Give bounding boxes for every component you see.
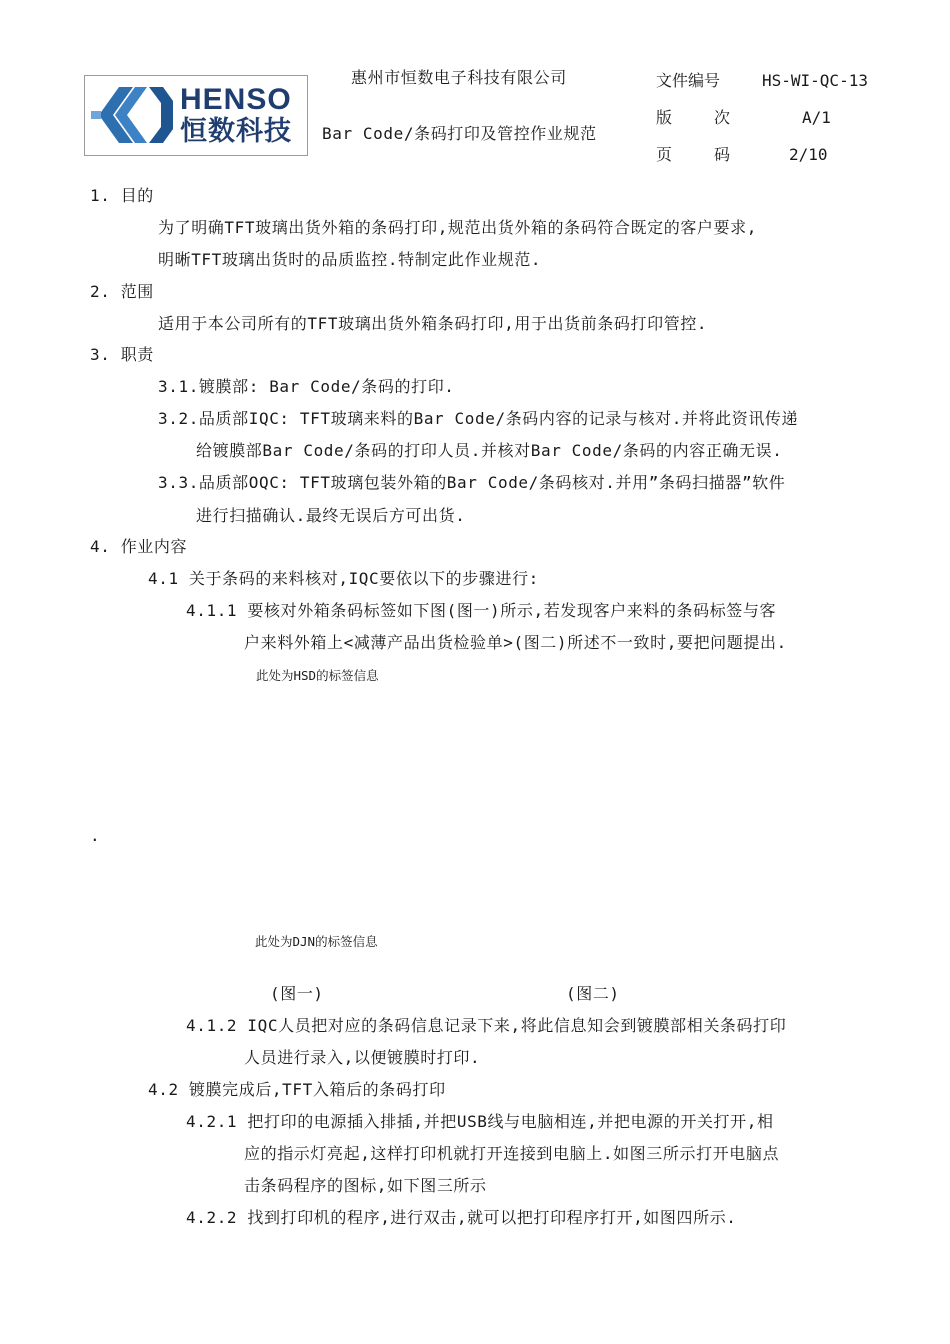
stray-dot: .: [90, 826, 101, 845]
page-label-b: 码: [714, 145, 731, 164]
section-heading: 2. 范围: [90, 282, 154, 301]
doc-number-label: 文件编号: [656, 71, 721, 90]
body-line: 明晰TFT玻璃出货时的品质监控.特制定此作业规范.: [158, 250, 542, 269]
body-line: 4.2.1 把打印的电源插入排插,并把USB线与电脑相连,并把电源的开关打开,相: [186, 1112, 774, 1131]
logo-text-en: HENSO: [180, 83, 292, 116]
version-label-b: 次: [714, 108, 731, 127]
company-logo: [84, 75, 308, 156]
body-line: 4.2 镀膜完成后,TFT入箱后的条码打印: [148, 1080, 446, 1099]
placeholder-caption-hsd: 此处为HSD的标签信息: [256, 668, 379, 683]
page-label-a: 页: [656, 145, 673, 164]
body-line: 户来料外箱上<减薄产品出货检验单>(图二)所述不一致时,要把问题提出.: [244, 633, 787, 652]
document-title: Bar Code/条码打印及管控作业规范: [322, 124, 597, 143]
body-line: 进行扫描确认.最终无误后方可出货.: [196, 506, 466, 525]
body-line: 3.2.品质部IQC: TFT玻璃来料的Bar Code/条码内容的记录与核对.并将此资讯传递: [158, 409, 799, 428]
body-line: 人员进行录入,以便镀膜时打印.: [244, 1048, 481, 1067]
figure-label-1: (图一): [270, 984, 324, 1003]
body-line: 4.2.2 找到打印机的程序,进行双击,就可以把打印程序打开,如图四所示.: [186, 1208, 737, 1227]
version-value: A/1: [802, 108, 831, 127]
body-line: 4.1 关于条码的来料核对,IQC要依以下的步骤进行:: [148, 569, 539, 588]
section-heading: 4. 作业内容: [90, 537, 188, 556]
page-value: 2/10: [789, 145, 828, 164]
body-line: 适用于本公司所有的TFT玻璃出货外箱条码打印,用于出货前条码打印管控.: [158, 314, 708, 333]
henso-logo-icon: [89, 81, 175, 149]
section-heading: 1. 目的: [90, 186, 154, 205]
version-label-a: 版: [656, 108, 673, 127]
body-line: 4.1.2 IQC人员把对应的条码信息记录下来,将此信息知会到镀膜部相关条码打印: [186, 1016, 787, 1035]
body-line: 3.1.镀膜部: Bar Code/条码的打印.: [158, 377, 455, 396]
figure-label-2: (图二): [566, 984, 620, 1003]
doc-number-value: HS-WI-QC-13: [762, 71, 868, 90]
body-line: 为了明确TFT玻璃出货外箱的条码打印,规范出货外箱的条码符合既定的客户要求,: [158, 218, 757, 237]
logo-text-cn: 恒数科技: [180, 116, 292, 147]
body-line: 击条码程序的图标,如下图三所示: [244, 1176, 487, 1195]
section-heading: 3. 职责: [90, 345, 154, 364]
body-line: 应的指示灯亮起,这样打印机就打开连接到电脑上.如图三所示打开电脑点: [244, 1144, 780, 1163]
body-line: 3.3.品质部OQC: TFT玻璃包装外箱的Bar Code/条码核对.并用”条码扫描器”软件: [158, 473, 786, 492]
placeholder-caption-djn: 此处为DJN的标签信息: [255, 934, 378, 949]
body-line: 4.1.1 要核对外箱条码标签如下图(图一)所示,若发现客户来料的条码标签与客: [186, 601, 777, 620]
company-name: 惠州市恒数电子科技有限公司: [351, 68, 567, 87]
body-line: 给镀膜部Bar Code/条码的打印人员.并核对Bar Code/条码的内容正确无误.: [196, 441, 783, 460]
